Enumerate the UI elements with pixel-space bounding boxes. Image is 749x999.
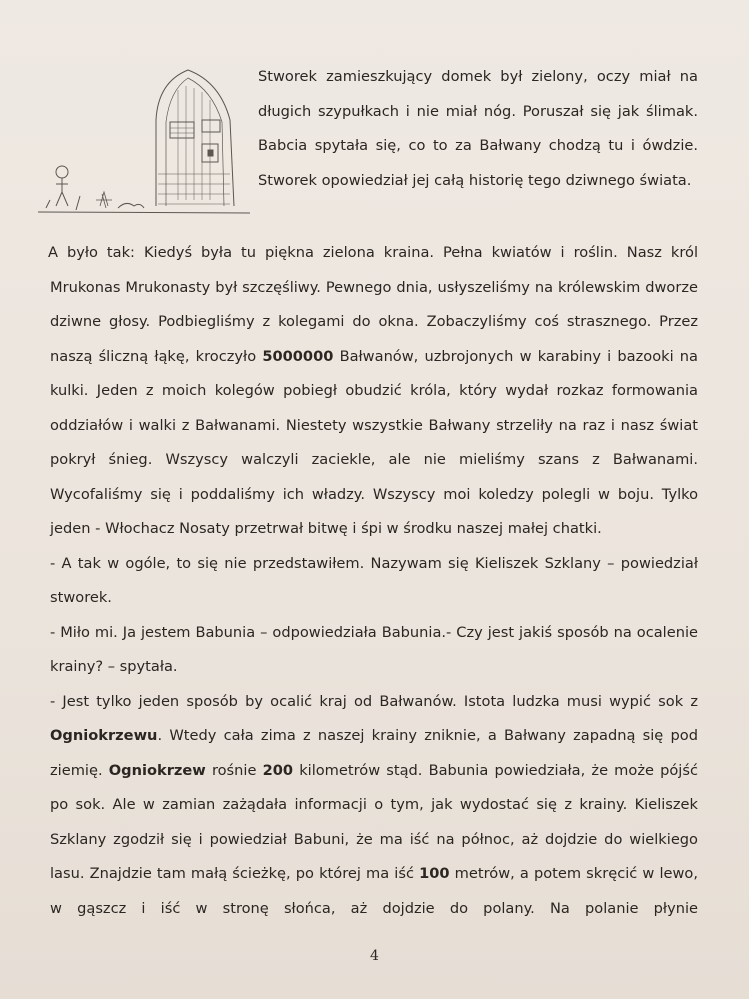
paragraph-ogniokrzew [50,685,698,927]
text-segment: - Jest tylko jeden sposób by ocalić kraj od Bałwanów. Istota ludzka musi wypić sok z [50,692,698,710]
text-segment: kilometrów stąd. Babunia powiedziała, że może pójść po sok. Ale w zamian zażądała informacji o tym, jak wydostać się z krainy. Kieliszek Szklany zgodził się i powiedział Babuni, że ma iść na północ, aż dojdzie do wielkiego lasu. Znajdzie tam małą ścieżkę, po której ma iść [50,761,698,882]
text-segment: metrów, a potem skręcić w lewo, w gąszcz i iść w stronę słońca, aż dojdzie do polany. Na polanie płynie [50,865,699,917]
text-segment: . Wtedy cała zima z naszej krainy zniknie, a Bałwany zapadną się pod ziemię. [50,727,698,779]
text-segment: rośnie [205,761,263,779]
bold-term: Ogniokrzewu [50,727,158,744]
paragraph-introduction: - A tak w ogóle, to się nie przedstawiłem. Nazywam się Kieliszek Szklany – powiedział stworek. [50,554,698,606]
paragraph-king-text: A było tak: Kiedyś była tu piękna zielona kraina. Pełna kwiatów i roślin. Nasz król Mrukonas Mrukonasty był szczęśliwy. Pewnego dnia, usłyszeliśmy na królewskim dworze dziwne głosy. Podbiegliśmy z kolegami do okna. Zobaczyliśmy coś strasznego. Przez naszą śliczną łąkę, kroczyło [48,244,698,365]
paragraph-king-text-end: Bałwanów, uzbrojonych w karabiny i bazooki na kulki. Jeden z moich kolegów pobiegł obudzić króla, który wydał rozkaz formowania oddziałów i walki z Bałwanami. Niestety wszystkie Bałwany strzeliły na raz i nasz świat pokrył śnieg. Wszyscy walczyli zaciekle, ale nie mieliśmy szans z Bałwanami. Wycofaliśmy się i poddaliśmy ich władzy. Wszyscy moi koledzy polegli w boju. Tylko jeden - Włochacz Nosaty przetrwał bitwę i śpi w środku naszej małej chatki. [50,347,698,537]
page-number: 4 [370,948,379,964]
paragraph-king [50,236,698,547]
story-text [50,236,698,926]
intro-text: Stworek zamieszkujący domek był zielony, oczy miał na długich szypułkach i nie miał nóg. Poruszał się jak ślimak. Babcia spytała się, co to za Bałwany chodzą tu i ówdzie. Stworek opowiedział jej całą historię tego dziwnego świata. [258,68,698,189]
bold-term: Ogniokrzew [108,761,206,779]
paragraph-babunia: - Miło mi. Ja jestem Babunia – odpowiedziała Babunia.- Czy jest jakiś sposób na ocalenie krainy? – spytała. [50,623,698,675]
bold-term: 100 [419,865,450,882]
bold-term: 200 [262,761,294,779]
figure-head [56,166,68,178]
pencil-sketch-illustration [30,60,255,220]
intro-paragraph [258,60,698,198]
number-bold: 5000000 [262,347,334,365]
ground-line [38,212,250,213]
house-window [170,122,194,138]
